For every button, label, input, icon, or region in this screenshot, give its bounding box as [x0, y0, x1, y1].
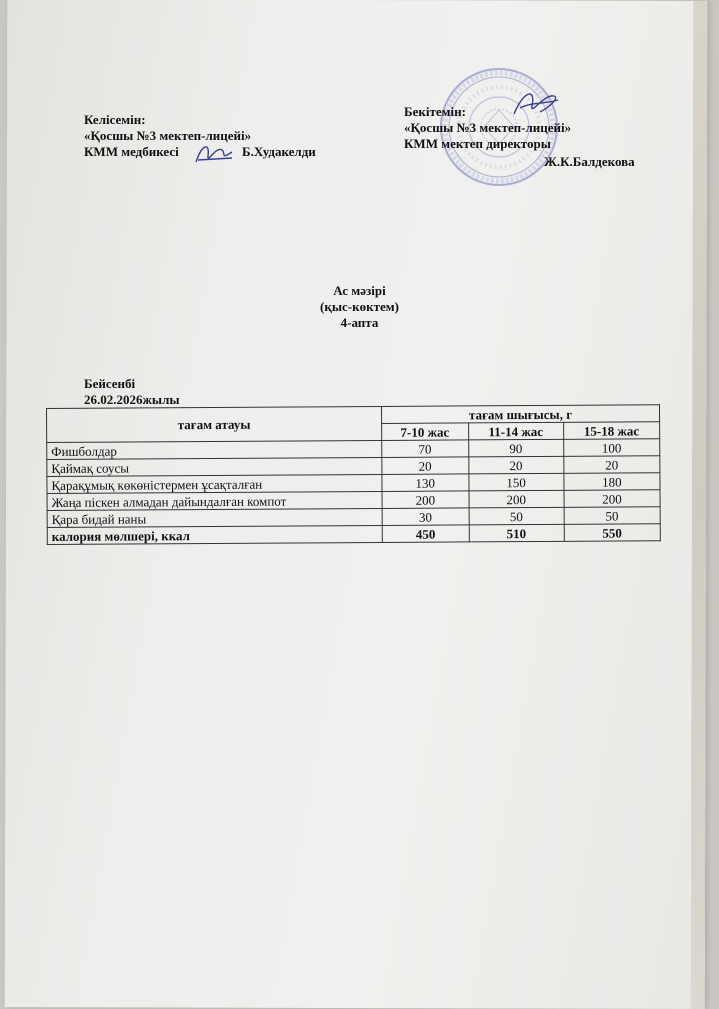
date-block	[84, 376, 180, 408]
portion-value: 50	[469, 507, 564, 525]
title-line-2: (қыс-көктем)	[320, 299, 399, 314]
title-line-3: 4-апта	[340, 315, 379, 330]
page-edge	[691, 1, 708, 1009]
header-dish-name: тағам атауы	[47, 406, 382, 442]
portion-value: 200	[469, 490, 564, 508]
header-output: тағам шығысы, г	[381, 405, 659, 424]
dish-name: Фишболдар	[47, 440, 382, 459]
weekday: Бейсенбі	[84, 376, 136, 391]
approval-label: Бекітемін:	[404, 104, 466, 119]
position-title: КММ мектеп директоры	[404, 136, 551, 151]
table-total-row	[47, 524, 660, 545]
portion-value: 70	[382, 440, 469, 458]
dish-name: Қарақұмық көкөністермен ұсақталған	[47, 474, 382, 493]
total-value: 510	[469, 524, 564, 542]
menu-date: 26.02.2026жылы	[84, 392, 180, 407]
age-group-header: 7-10 жас	[382, 423, 469, 441]
approval-label: Келісемін:	[84, 112, 146, 127]
organization-name: «Қосшы №3 мектеп-лицейі»	[404, 120, 572, 135]
portion-value: 20	[382, 457, 469, 475]
portion-value: 20	[564, 456, 660, 474]
portion-value: 90	[468, 439, 563, 457]
portion-value: 150	[468, 473, 563, 491]
age-group-header: 11-14 жас	[468, 422, 563, 440]
dish-name: Қаймақ соусы	[47, 457, 382, 476]
menu-table	[46, 404, 661, 545]
portion-value: 200	[382, 491, 469, 509]
total-value: 550	[564, 524, 660, 542]
position-title: КММ медбикесі	[84, 144, 179, 159]
portion-value: 50	[564, 507, 660, 525]
menu-title	[0, 283, 719, 331]
portion-value: 100	[563, 439, 659, 457]
dish-name: Жаңа піскен алмадан дайындалған компот	[47, 491, 382, 510]
director-name: Ж.К.Балдекова	[544, 154, 635, 169]
portion-value: 30	[382, 508, 469, 526]
organization-name: «Қосшы №3 мектеп-лицейі»	[84, 128, 252, 143]
portion-value: 200	[564, 490, 660, 508]
portion-value: 130	[382, 474, 469, 492]
nurse-name: Б.Худакелди	[242, 144, 316, 159]
portion-value: 20	[468, 456, 563, 474]
total-value: 450	[382, 525, 469, 543]
approval-block-director	[404, 104, 635, 169]
title-line-1: Ас мәзірі	[333, 283, 386, 298]
portion-value: 180	[564, 473, 660, 491]
approval-block-nurse	[84, 112, 316, 160]
total-label: калория мөлшері, ккал	[47, 525, 382, 544]
age-group-header: 15-18 жас	[563, 422, 659, 440]
dish-name: Қара бидай наны	[47, 508, 382, 527]
